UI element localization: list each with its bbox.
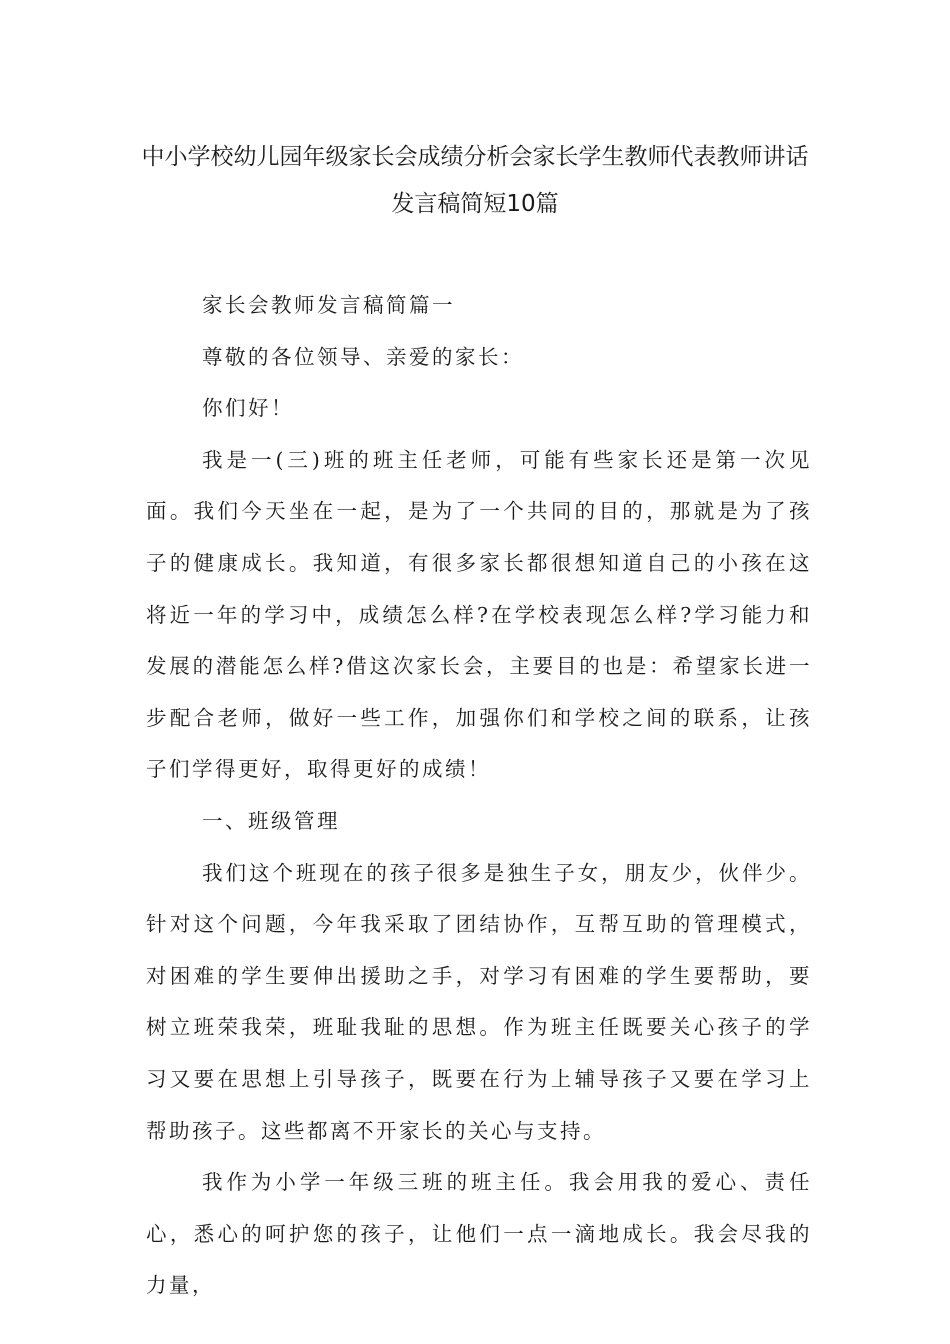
document-body [146,280,812,1312]
body-paragraph: 我是一(三)班的班主任老师，可能有些家长还是第一次见面。我们今天坐在一起，是为了一个共同的目的，那就是为了孩子的健康成长。我知道，有很多家长都很想知道自己的小孩在这将近一年的学习中，成绩怎么样?在学校表现怎么样?学习能力和发展的潜能怎么样?借这次家长会，主要目的也是：希望家长进一步配合老师，做好一些工作，加强你们和学校之间的联系，让孩子们学得更好，取得更好的成绩！ [146,447,812,782]
salutation: 尊敬的各位领导、亲爱的家长： [202,344,524,369]
greeting: 你们好！ [202,396,294,421]
document-title-line-2: 发言稿简短10篇 [391,191,559,217]
section-heading: 家长会教师发言稿简篇一 [202,293,455,317]
body-paragraph: 我作为小学一年级三班的班主任。我会用我的爱心、责任心，悉心的呵护您的孩子，让他们一点一滴地成长。我会尽我的力量， [146,1170,812,1298]
body-paragraph: 我们这个班现在的孩子很多是独生子女，朋友少，伙伴少。针对这个问题，今年我采取了团结协作，互帮互助的管理模式，对困难的学生要伸出援助之手，对学习有困难的学生要帮助，要树立班荣我荣，班耻我耻的思想。作为班主任既要关心孩子的学习又要在思想上引导孩子，既要在行为上辅导孩子又要在学习上帮助孩子。这些都离不开家长的关心与支持。 [146,860,812,1143]
document-title-line-1: 中小学校幼儿园年级家长会成绩分析会家长学生教师代表教师讲话 [141,144,809,170]
subsection-heading: 一、班级管理 [202,808,340,833]
